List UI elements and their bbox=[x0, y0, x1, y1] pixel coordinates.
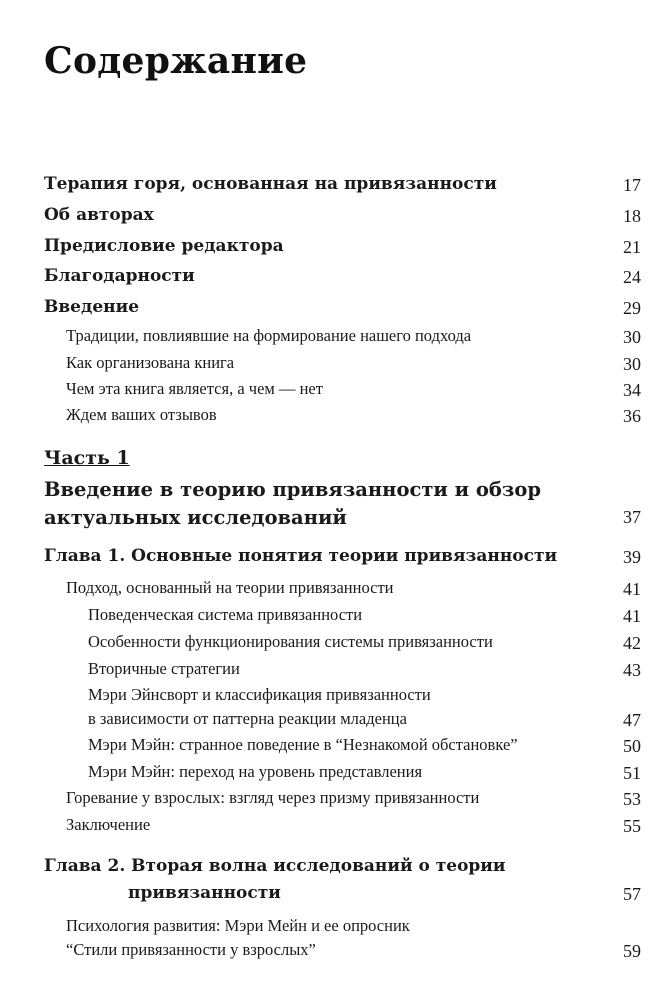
toc-entry-page: 30 bbox=[623, 354, 641, 374]
toc-entry-title: Как организована книга bbox=[66, 353, 235, 372]
toc-entry-title: Введение bbox=[44, 297, 140, 317]
toc-entry-title: Предисловие редактора bbox=[44, 236, 284, 256]
toc-entry-page: 30 bbox=[623, 327, 641, 347]
chapter-title: Глава 1. Основные понятия теории привязанности bbox=[44, 546, 558, 566]
chapter-title-line1: Глава 2. Вторая волна исследований о теории bbox=[44, 856, 506, 876]
toc-entry-page: 55 bbox=[623, 816, 641, 836]
toc-entry-page: 51 bbox=[623, 763, 641, 783]
toc-entry-page: 39 bbox=[623, 547, 641, 567]
toc-entry-title: Заключение bbox=[66, 815, 151, 834]
toc-entry-page: 41 bbox=[623, 606, 641, 626]
part-title-line1: Введение в теорию привязанности и обзор bbox=[44, 478, 542, 501]
toc-entry-title: Традиции, повлиявшие на формирование нашего подхода bbox=[66, 326, 472, 345]
toc-entry-page: 21 bbox=[623, 237, 641, 257]
toc-entry-title-line2: “Стили привязанности у взрослых” bbox=[66, 940, 316, 959]
toc-entry-page: 43 bbox=[623, 660, 641, 680]
toc-entry-page: 18 bbox=[623, 206, 641, 226]
toc-entry-title: Подход, основанный на теории привязанности bbox=[66, 578, 394, 597]
toc-entry-page: 59 bbox=[623, 941, 641, 961]
toc-entry-page: 41 bbox=[623, 579, 641, 599]
toc-entry-page: 24 bbox=[623, 267, 641, 287]
toc-entry-title: Мэри Эйнсворт и классификация привязанности bbox=[88, 685, 431, 704]
toc-entry-title: Мэри Мэйн: странное поведение в “Незнакомой обстановке” bbox=[88, 735, 518, 754]
toc-entry-title-line2: в зависимости от паттерна реакции младенца bbox=[88, 709, 407, 728]
part-label: Часть 1 bbox=[44, 447, 130, 469]
toc-entry-page: 47 bbox=[623, 710, 641, 730]
toc-entry-title: Ждем ваших отзывов bbox=[66, 405, 217, 424]
chapter-title-line2: привязанности bbox=[128, 883, 281, 903]
toc-entry-page: 53 bbox=[623, 789, 641, 809]
toc-entry-title: Терапия горя, основанная на привязанности bbox=[44, 174, 497, 194]
toc-entry-title: Благодарности bbox=[44, 266, 195, 286]
toc-entry-page: 37 bbox=[623, 507, 641, 527]
toc-entry-page: 36 bbox=[623, 406, 641, 426]
part-title-line2: актуальных исследований bbox=[44, 506, 347, 529]
toc-entry-title: Особенности функционирования системы привязанности bbox=[88, 632, 493, 651]
page-title: Содержание bbox=[44, 40, 308, 82]
toc-entry-page: 34 bbox=[623, 380, 641, 400]
toc-entry-title: Чем эта книга является, а чем — нет bbox=[66, 379, 323, 398]
toc-entry-page: 42 bbox=[623, 633, 641, 653]
toc-entry-page: 29 bbox=[623, 298, 641, 318]
toc-entry-page: 57 bbox=[623, 884, 641, 904]
toc-entry-page: 17 bbox=[623, 175, 641, 195]
toc-entry-page: 50 bbox=[623, 736, 641, 756]
toc-entry-title: Горевание у взрослых: взгляд через призму привязанности bbox=[66, 788, 480, 807]
toc-entry-title: Поведенческая система привязанности bbox=[88, 605, 363, 624]
toc-entry-title: Мэри Мэйн: переход на уровень представления bbox=[88, 762, 423, 781]
toc-entry-title: Вторичные стратегии bbox=[88, 659, 240, 678]
toc-entry-title: Психология развития: Мэри Мейн и ее опросник bbox=[66, 916, 410, 935]
toc-entry-title: Об авторах bbox=[44, 205, 154, 225]
